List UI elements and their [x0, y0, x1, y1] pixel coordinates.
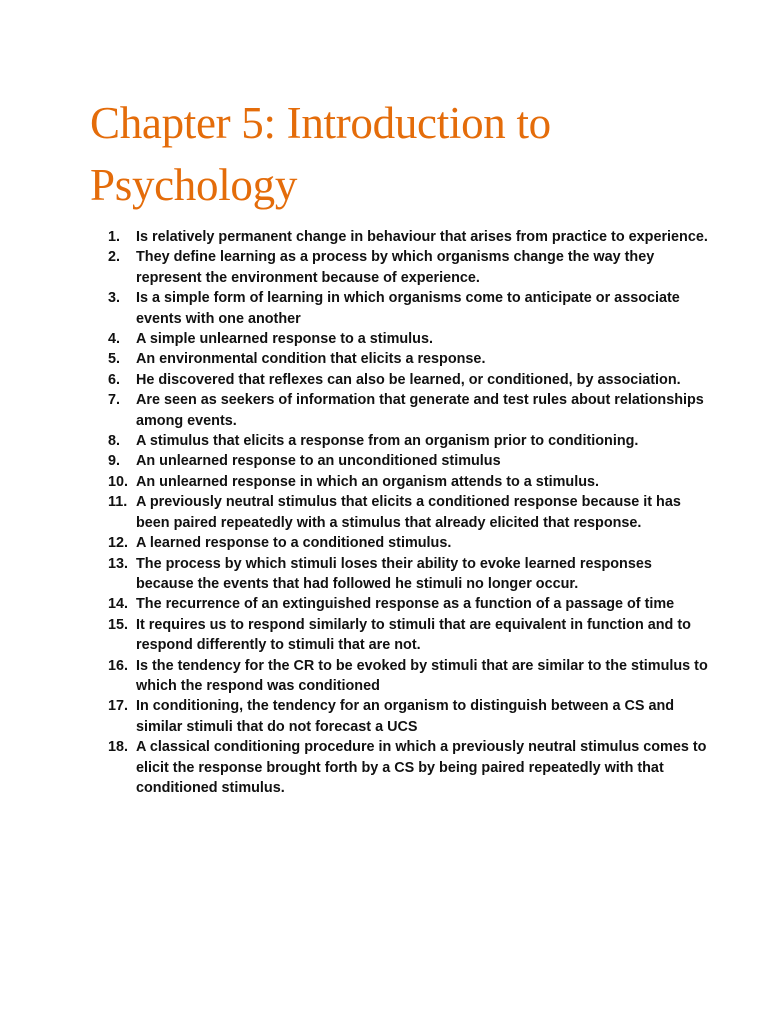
item-number: 12.: [108, 535, 129, 552]
item-text: A simple unlearned response to a stimulus.: [136, 331, 433, 348]
item-text: In conditioning, the tendency for an organism to distinguish between a CS and similar stimuli that do not forecast a UCS: [136, 698, 675, 735]
list-item: [108, 492, 708, 533]
item-text: A learned response to a conditioned stimulus.: [136, 535, 452, 552]
list-item: [108, 656, 708, 697]
list-item: [108, 329, 708, 349]
list-item: [108, 737, 708, 798]
list-item: [108, 370, 708, 390]
item-text: A stimulus that elicits a response from an organism prior to conditioning.: [136, 433, 639, 450]
item-number: 18.: [108, 739, 129, 756]
item-number: 15.: [108, 616, 129, 633]
item-text: A previously neutral stimulus that elicits a conditioned response because it has been paired repeatedly with a stimulus that already elicited that response.: [136, 494, 681, 531]
item-text: An unlearned response to an unconditioned stimulus: [136, 453, 501, 470]
item-text: The process by which stimuli loses their ability to evoke learned responses because the events that had followed he stimuli no longer occur.: [136, 555, 652, 592]
item-number: 11.: [108, 494, 128, 511]
item-number: 7.: [108, 392, 121, 409]
list-item: [108, 288, 708, 329]
item-number: 6.: [108, 371, 121, 388]
list-item: [108, 390, 708, 431]
item-number: 17.: [108, 698, 129, 715]
item-text: The recurrence of an extinguished response as a function of a passage of time: [136, 596, 675, 613]
item-text: Is relatively permanent change in behaviour that arises from practice to experience.: [136, 229, 708, 245]
question-list: [108, 227, 708, 798]
list-item: [108, 247, 708, 288]
item-number: 13.: [108, 555, 129, 572]
item-number: 4.: [108, 331, 121, 348]
page-title: Chapter 5: Introduction to Psychology: [90, 98, 551, 210]
item-text: Is a simple form of learning in which organisms come to anticipate or associate events with one another: [136, 290, 680, 327]
list-item: [108, 349, 708, 369]
item-text: A classical conditioning procedure in which a previously neutral stimulus comes to elicit the response brought forth by a CS by being paired repeatedly with that conditioned stimulus.: [136, 739, 707, 796]
item-text: An unlearned response in which an organism attends to a stimulus.: [136, 473, 599, 490]
list-item: [108, 472, 708, 492]
item-text: They define learning as a process by which organisms change the way they represent the environment because of experience.: [136, 249, 655, 286]
list-item: [108, 554, 708, 595]
list-item: [108, 451, 708, 471]
list-item: [108, 227, 708, 247]
item-number: 9.: [108, 453, 121, 470]
item-number: 16.: [108, 657, 129, 674]
item-number: 5.: [108, 351, 121, 368]
list-item: [108, 431, 708, 451]
item-text: He discovered that reflexes can also be learned, or conditioned, by association.: [136, 371, 681, 388]
list-item: [108, 533, 708, 553]
list-item: [108, 615, 708, 656]
item-text: It requires us to respond similarly to stimuli that are equivalent in function and to respond differently to stimuli that are not.: [136, 616, 691, 654]
item-number: 8.: [108, 433, 121, 450]
item-number: 3.: [108, 290, 121, 307]
item-number: 14.: [108, 596, 129, 613]
item-number: 1.: [108, 229, 121, 245]
item-number: 10.: [108, 473, 129, 490]
list-item: [108, 696, 708, 737]
list-item: [108, 594, 708, 614]
item-text: An environmental condition that elicits a response.: [136, 351, 486, 368]
item-text: Are seen as seekers of information that generate and test rules about relationships among events.: [136, 392, 704, 429]
item-number: 2.: [108, 249, 121, 266]
item-text: Is the tendency for the CR to be evoked by stimuli that are similar to the stimulus to which the respond was conditioned: [136, 657, 708, 694]
